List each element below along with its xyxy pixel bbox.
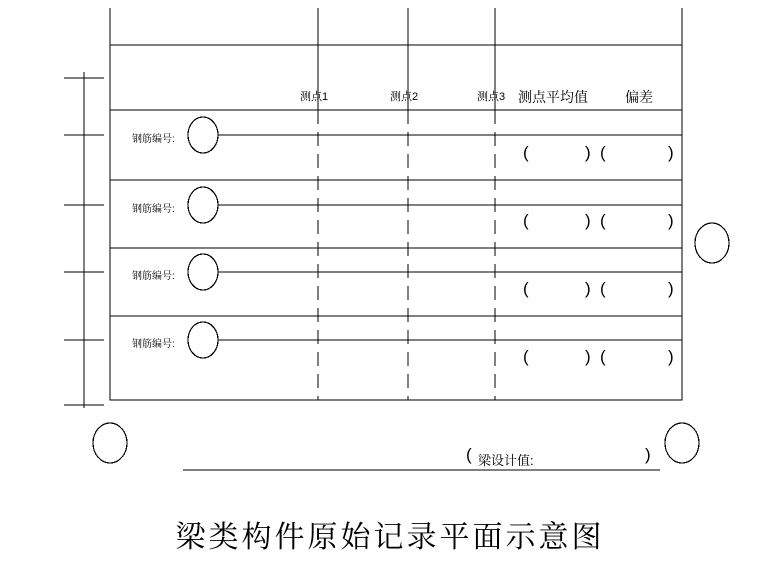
column-header-average: 测点平均值 bbox=[518, 89, 588, 105]
deviation-paren-close-2: ) bbox=[668, 211, 674, 230]
rebar-node-circle-2 bbox=[188, 187, 218, 223]
rebar-node-circle-4 bbox=[188, 322, 218, 358]
measure-point-label-2: 测点2 bbox=[390, 91, 419, 103]
average-paren-open-1: ( bbox=[523, 143, 529, 162]
deviation-paren-open-2: ( bbox=[600, 211, 606, 230]
marker-circle-bottom-left bbox=[93, 423, 127, 463]
rebar-label-2: 钢筋编号: bbox=[132, 204, 175, 215]
rebar-node-circle-1 bbox=[188, 117, 218, 153]
deviation-paren-close-3: ) bbox=[668, 279, 674, 298]
average-paren-open-4: ( bbox=[523, 347, 529, 366]
average-paren-close-4: ) bbox=[585, 347, 591, 366]
deviation-paren-open-3: ( bbox=[600, 279, 606, 298]
average-paren-open-3: ( bbox=[523, 279, 529, 298]
column-header-deviation: 偏差 bbox=[625, 89, 653, 105]
rebar-label-3: 钢筋编号: bbox=[132, 271, 175, 282]
average-paren-open-2: ( bbox=[523, 211, 529, 230]
rebar-label-4: 钢筋编号: bbox=[132, 339, 175, 350]
design-paren-close: ) bbox=[645, 445, 651, 464]
rebar-node-circle-3 bbox=[188, 254, 218, 290]
average-paren-close-3: ) bbox=[585, 279, 591, 298]
average-paren-close-2: ) bbox=[585, 211, 591, 230]
measure-point-label-3: 测点3 bbox=[477, 91, 506, 103]
marker-circle-bottom-right bbox=[665, 423, 699, 463]
design-value-label: 梁设计值: bbox=[478, 453, 534, 468]
design-paren-open: ( bbox=[466, 445, 472, 464]
diagram-title: 梁类构件原始记录平面示意图 bbox=[175, 521, 605, 554]
deviation-paren-close-1: ) bbox=[668, 143, 674, 162]
average-paren-close-1: ) bbox=[585, 143, 591, 162]
rebar-label-1: 钢筋编号: bbox=[132, 134, 175, 145]
deviation-paren-open-4: ( bbox=[600, 347, 606, 366]
measure-point-label-1: 测点1 bbox=[300, 91, 329, 103]
deviation-paren-open-1: ( bbox=[600, 143, 606, 162]
deviation-paren-close-4: ) bbox=[668, 347, 674, 366]
marker-circle-right bbox=[695, 223, 729, 263]
